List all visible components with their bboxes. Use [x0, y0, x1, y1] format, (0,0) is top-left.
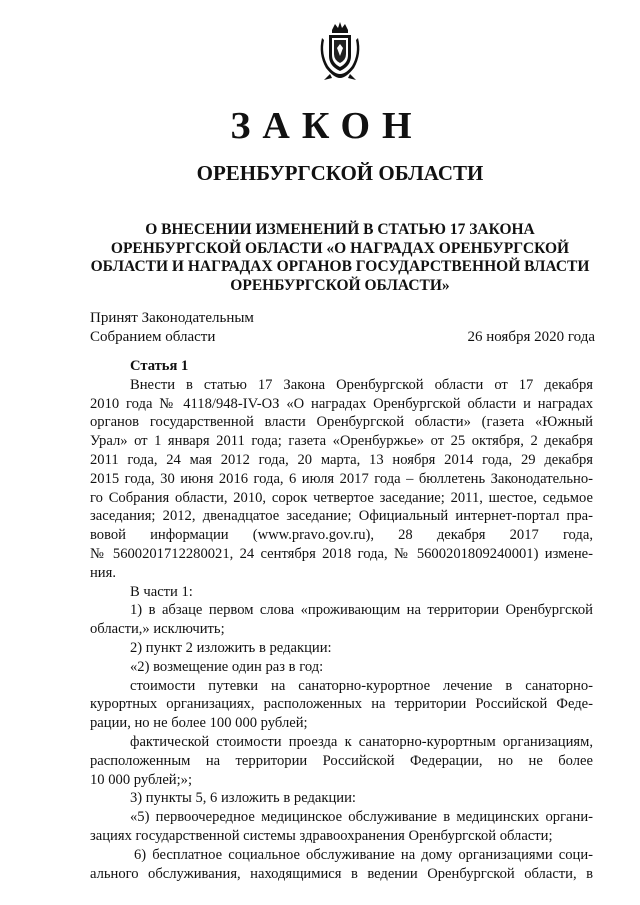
text-line: ального обслуживания, находящимися в ведении Оренбургской области, в [90, 865, 593, 882]
adoption-date: 26 ноября 2020 года [467, 329, 595, 345]
law-subject [80, 221, 600, 295]
subject-line: О ВНЕСЕНИИ ИЗМЕНЕНИЙ В СТАТЬЮ 17 ЗАКОНА [145, 221, 535, 238]
text-line: ния. [90, 564, 116, 581]
text-line: вовой информации (www.pravo.gov.ru), 28 декабря 2017 года, [90, 527, 593, 544]
text-line: «5) первоочередное медицинское обслуживание в медицинских органи- [130, 809, 593, 826]
adoption-line: Собранием области [90, 329, 216, 345]
document-region: ОРЕНБУРГСКОЙ ОБЛАСТИ [196, 161, 484, 185]
text-line: 6) бесплатное социальное обслуживание на дому организациями соци- [134, 846, 593, 863]
article-heading: Статья 1 [130, 358, 189, 374]
subject-line: ОРЕНБУРГСКОЙ ОБЛАСТИ» [230, 276, 450, 294]
text-line: 2010 года № 4118/948-IV-ОЗ «О наградах Оренбургской области и наградах [90, 395, 593, 412]
text-line: стоимости путевки на санаторно-курортное лечение в санаторно- [130, 677, 593, 694]
text-line: 2) пункт 2 изложить в редакции: [130, 639, 332, 656]
document-title: ЗАКОН [230, 105, 424, 147]
adoption-block [90, 309, 595, 347]
coat-of-arms-icon [316, 20, 364, 82]
text-line: органов государственной власти Оренбургской области» (газета «Южный [90, 414, 593, 431]
text-line: 3) пункты 5, 6 изложить в редакции: [130, 790, 356, 807]
text-line: заседания; 2012, двенадцатое заседание; Официальный интернет-портал пра- [90, 508, 593, 525]
text-line: расположенным на территории Российской Федерации, но не более [90, 752, 593, 769]
text-line: 2011 года, 24 мая 2012 года, 20 марта, 13 ноября 2014 года, 29 декабря [90, 451, 593, 468]
text-line: «2) возмещение один раз в год: [130, 658, 324, 675]
text-line: 10 000 рублей;»; [90, 771, 193, 788]
article-intro [90, 376, 593, 583]
document-body [90, 357, 593, 883]
text-line: го Собрания области, 2010, сорок четвертое заседание; 2011, шестое, седьмое [90, 489, 593, 506]
text-line: области,» исключить; [90, 621, 225, 638]
subject-line: ОРЕНБУРГСКОЙ ОБЛАСТИ «О НАГРАДАХ ОРЕНБУРГСКОЙ [110, 239, 570, 257]
text-line: рации, но не более 100 000 рублей; [90, 715, 308, 732]
adoption-line: Принят Законодательным [90, 310, 254, 326]
subject-line: ОБЛАСТИ И НАГРАДАХ ОРГАНОВ ГОСУДАРСТВЕННОЙ ВЛАСТИ [90, 258, 590, 275]
text-line: курортных организациях, расположенных на территории Российской Феде- [90, 696, 593, 713]
text-line: 2015 года, 30 июня 2016 года, 6 июля 2017 года – бюллетень Законодательно- [90, 470, 593, 487]
text-line: Внести в статью 17 Закона Оренбургской области от 17 декабря [130, 376, 593, 393]
text-line: зациях государственной системы здравоохранения Оренбургской области; [90, 827, 553, 844]
part-heading: В части 1: [130, 583, 193, 600]
text-line: Урал» от 1 января 2011 года; газета «Оренбуржье» от 25 октября, 2 декабря [90, 433, 593, 450]
text-line: 1) в абзаце первом слова «проживающим на территории Оренбургской [130, 602, 593, 619]
text-line: фактической стоимости проезда к санаторно-курортным организациям, [130, 733, 593, 750]
text-line: № 5600201712280021, 24 сентября 2018 года, № 5600201809240001) измене- [90, 545, 593, 562]
